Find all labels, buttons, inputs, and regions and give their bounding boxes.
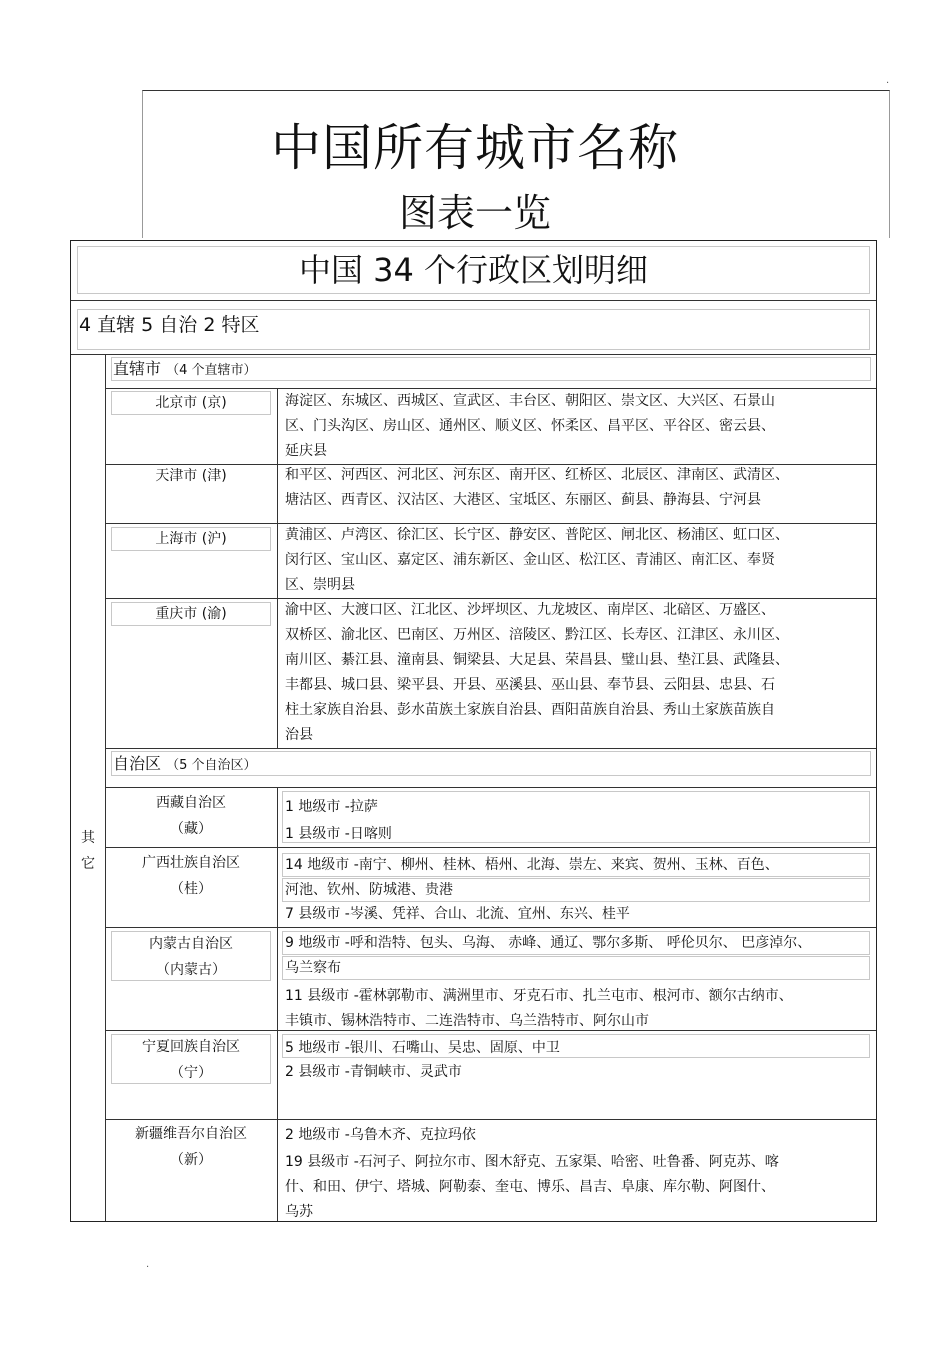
city-line: 海淀区、东城区、西城区、宣武区、丰台区、朝阳区、崇文区、大兴区、石景山 [285,393,775,409]
document-title-text: 中国所有城市名称 [271,119,679,177]
city-line: 14 地级市 -南宁、柳州、桂林、梧州、北海、崇左、来宾、贺州、玉林、百色、 [285,857,779,873]
autonomous-heading-text: 自治区 [113,754,162,773]
city-line: 和平区、河西区、河北区、河东区、南开区、红桥区、北辰区、津南区、武清区、 [285,467,789,483]
city-line: 闵行区、宝山区、嘉定区、浦东新区、金山区、松江区、青浦区、南汇区、奉贤 [285,552,775,568]
row-name-xizang [111,790,271,842]
city-line: 塘沽区、西青区、汉沽区、大港区、宝坻区、东丽区、蓟县、静海县、宁河县 [285,492,761,508]
municipality-heading [113,357,257,383]
corner-mark-top: . [886,75,890,86]
corner-mark-bottom: . [146,1259,150,1270]
city-line: 南川区、綦江县、潼南县、铜梁县、大足县、荣昌县、璧山县、垫江县、武隆县、 [285,652,789,668]
municipality-heading-text: 直辖市 [113,359,162,378]
rule-below-caption [71,300,876,301]
autonomous-heading-note: （5 个自治区） [166,758,257,773]
city-line: 什、和田、伊宁、塔城、阿勒泰、奎屯、博乐、昌吉、阜康、库尔勒、阿图什、 [285,1179,775,1195]
city-line: 1 县级市 -日喀则 [285,826,392,842]
row-cities-tianjin [285,463,789,513]
region-name: 广西壮族自治区 [142,855,240,871]
city-line: 11 县级市 -霍林郭勒市、满洲里市、牙克石市、扎兰屯市、根河市、额尔古纳市、 [285,988,793,1004]
region-name: 新疆维吾尔自治区 [135,1126,247,1142]
document-title [0,108,950,180]
table-summary: 4 直辖 5 自治 2 特区 [79,314,260,336]
city-line: 9 地级市 -呼和浩特、包头、乌海、 赤峰、通辽、鄂尔多斯、 呼伦贝尔、 巴彦淖尔、 [285,935,812,951]
city-line: 区、门头沟区、房山区、通州区、顺义区、怀柔区、昌平区、平谷区、密云县、 [285,418,775,434]
region-name: 内蒙古自治区 [149,936,233,952]
row-name-beijing: 北京市 (京) [155,395,227,411]
row-cities-xizang [285,794,392,848]
region-name: 西藏自治区 [156,795,226,811]
city-line: 治县 [285,727,313,743]
row-name-shanghai: 上海市 (沪) [155,531,227,547]
document-subtitle-text: 图表一览 [398,191,551,235]
city-line: 河池、钦州、防城港、贵港 [285,881,453,898]
rule-row-guangxi [105,847,876,848]
city-line: 区、崇明县 [285,577,355,593]
rule-row-xinjiang [105,1119,876,1120]
other-label-2: 它 [81,856,95,872]
division-table [70,240,877,1222]
city-line: 柱土家族自治县、彭水苗族土家族自治县、酉阳苗族自治县、秀山土家族苗族自 [285,702,775,718]
region-abbr: （桂） [170,881,212,897]
region-name: 宁夏回族自治区 [142,1039,240,1055]
city-line: 乌苏 [285,1204,313,1220]
city-line: 黄浦区、卢湾区、徐汇区、长宁区、静安区、普陀区、闸北区、杨浦区、虹口区、 [285,527,789,543]
document-subtitle [0,182,950,237]
row-cities-ningxia [285,1036,560,1084]
row-name-ningxia [111,1034,271,1086]
rule-other-column [105,354,106,1221]
city-line: 2 地级市 -乌鲁木齐、克拉玛依 [285,1127,476,1143]
row-cities-neimenggu [285,931,811,1033]
other-label-1: 其 [81,830,95,846]
rule-name-column-top [277,388,278,748]
rule-autonomous-heading [105,748,876,749]
table-caption: 中国 34 个行政区划明细 [298,251,649,289]
row-cities-shanghai [285,523,789,598]
municipality-heading-note: （4 个直辖市） [166,363,257,378]
autonomous-heading [113,751,257,778]
rule-below-autonomous-heading [105,787,876,788]
rule-below-summary [71,354,876,355]
row-name-neimenggu [111,931,271,983]
rule-name-column-bottom [277,787,278,1221]
city-line: 渝中区、大渡口区、江北区、沙坪坝区、九龙坡区、南岸区、北碚区、万盛区、 [285,602,775,618]
region-abbr: （内蒙古） [156,962,226,978]
row-name-chongqing: 重庆市 (渝) [155,606,227,622]
row-name-tianjin: 天津市 (津) [155,468,227,484]
city-line: 丰都县、城口县、梁平县、开县、巫溪县、巫山县、奉节县、云阳县、忠县、石 [285,677,775,693]
row-cities-beijing [285,389,775,464]
row-name-guangxi [111,850,271,902]
region-abbr: （藏） [170,821,212,837]
city-line: 19 县级市 -石河子、阿拉尔市、图木舒克、五家渠、哈密、吐鲁番、阿克苏、喀 [285,1154,779,1170]
row-cities-chongqing [285,598,789,748]
city-line: 乌兰察布 [285,959,341,976]
city-line: 7 县级市 -岑溪、凭祥、合山、北流、宜州、东兴、桂平 [285,906,630,922]
region-abbr: （宁） [170,1065,212,1081]
city-line: 延庆县 [285,443,327,459]
city-line: 1 地级市 -拉萨 [285,799,378,815]
city-line: 丰镇市、锡林浩特市、二连浩特市、乌兰浩特市、阿尔山市 [285,1012,649,1029]
row-cities-guangxi [285,853,779,927]
city-line: 双桥区、渝北区、巴南区、万州区、涪陵区、黔江区、长寿区、江津区、永川区、 [285,627,789,643]
city-line: 5 地级市 -银川、石嘴山、吴忠、固原、中卫 [285,1040,560,1056]
row-cities-xinjiang [285,1123,779,1225]
region-abbr: （新） [170,1152,212,1168]
rule-row-neimenggu [105,927,876,928]
city-line: 2 县级市 -青铜峡市、灵武市 [285,1064,462,1080]
row-name-xinjiang [111,1121,271,1173]
